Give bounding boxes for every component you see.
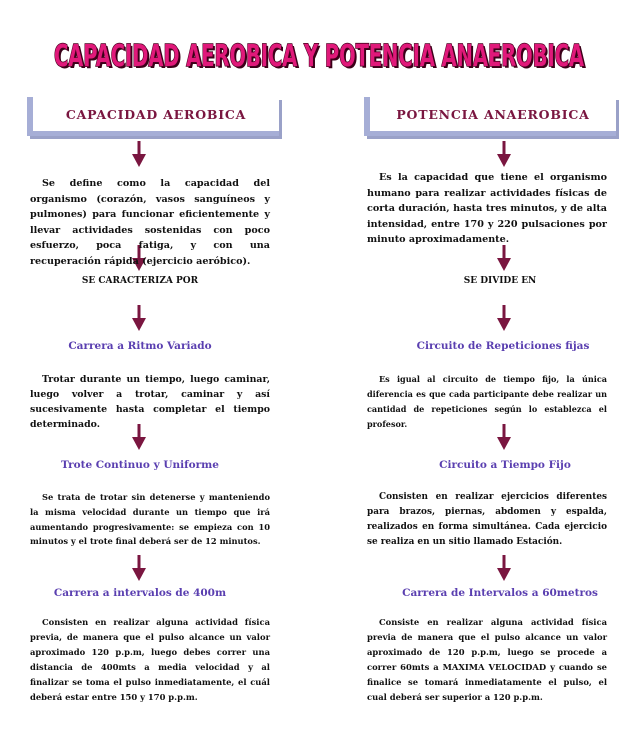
right-item-3-text: Consiste en realizar alguna actividad física previa de manera que el pulso alcance un valor aproximado de 120 p.p.m, luego se procede a correr 60mts a MAXIMA VELOCIDAD y cuando se finalice se tomará inmediatamente el pulso, el cual deberá ser superior a 120 p.p.m. bbox=[367, 617, 607, 702]
left-item-2-text: Se trata de trotar sin detenerse y manteniendo la misma velocidad durante un tiempo que irá aumentando progresivamente: se empieza con 10 minutos y el trote final deberá ser de 12 minutos. bbox=[30, 492, 270, 547]
down-arrow-icon bbox=[132, 305, 146, 331]
right-item-2-title: Circuito a Tiempo Fijo bbox=[439, 459, 571, 471]
page-title-text: CAPACIDAD AEROBICA Y POTENCIA ANAEROBICA bbox=[54, 39, 585, 74]
down-arrow-icon bbox=[132, 141, 146, 167]
right-item-3-title: Carrera de Intervalos a 60metros bbox=[402, 587, 598, 599]
header-capacidad-aerobica bbox=[27, 97, 279, 136]
left-item-1-text: Trotar durante un tiempo, luego caminar, luego volver a trotar, caminar y así sucesivamente hasta completar el tiempo determinado. bbox=[30, 374, 270, 430]
left-connector: SE CARACTERIZA POR bbox=[81, 276, 199, 286]
page-title bbox=[0, 22, 638, 84]
down-arrow-icon bbox=[497, 555, 511, 581]
down-arrow-icon bbox=[497, 245, 511, 271]
left-definition: Se define como la capacidad del organismo (corazón, vasos sanguíneos y pulmones) para funcionar eficientemente y llevar actividades sostenidas con poco esfuerzo, poca fatiga, y con una recuperación rápida (ejercicio aeróbico). bbox=[30, 178, 270, 267]
header-right-label: POTENCIA ANAEROBICA bbox=[396, 106, 590, 122]
right-definition: Es la capacidad que tiene el organismo humano para realizar actividades físicas de corta duración, hasta tres minutos, y de alta intensidad, entre 170 y 220 pulsaciones por minuto aproximadamente. bbox=[367, 172, 607, 246]
left-item-3-text: Consisten en realizar alguna actividad física previa, de manera que el pulso alcance un valor aproximado 120 p.p.m, luego debes correr una distancia de 400mts a media velocidad y al finalizar se toma el pulso inmediatamente, el cuál deberá estar entre 150 y 170 p.p.m. bbox=[30, 617, 270, 702]
left-item-2-title: Trote Continuo y Uniforme bbox=[61, 459, 219, 471]
right-item-1-text: Es igual al circuito de tiempo fijo, la única diferencia es que cada participante debe realizar un cantidad de repeticiones según lo establezca el profesor. bbox=[367, 374, 607, 429]
page-title-shadow: CAPACIDAD AEROBICA Y POTENCIA ANAEROBICA bbox=[56, 41, 587, 76]
down-arrow-icon bbox=[132, 555, 146, 581]
right-item-2-text: Consisten en realizar ejercicios diferentes para brazos, piernas, abdomen y espalda, realizados en forma simultánea. Cada ejercicio se realiza en un sitio llamado Estación. bbox=[367, 492, 607, 547]
down-arrow-icon bbox=[497, 305, 511, 331]
right-connector: SE DIVIDE EN bbox=[463, 276, 537, 286]
down-arrow-icon bbox=[497, 141, 511, 167]
left-item-1-title: Carrera a Ritmo Variado bbox=[68, 340, 212, 352]
right-item-1-title: Circuito de Repeticiones fijas bbox=[416, 340, 590, 352]
header-potencia-anaerobica bbox=[364, 97, 616, 136]
header-left-label: CAPACIDAD AEROBICA bbox=[65, 106, 247, 122]
left-item-3-title: Carrera a intervalos de 400m bbox=[53, 587, 227, 599]
